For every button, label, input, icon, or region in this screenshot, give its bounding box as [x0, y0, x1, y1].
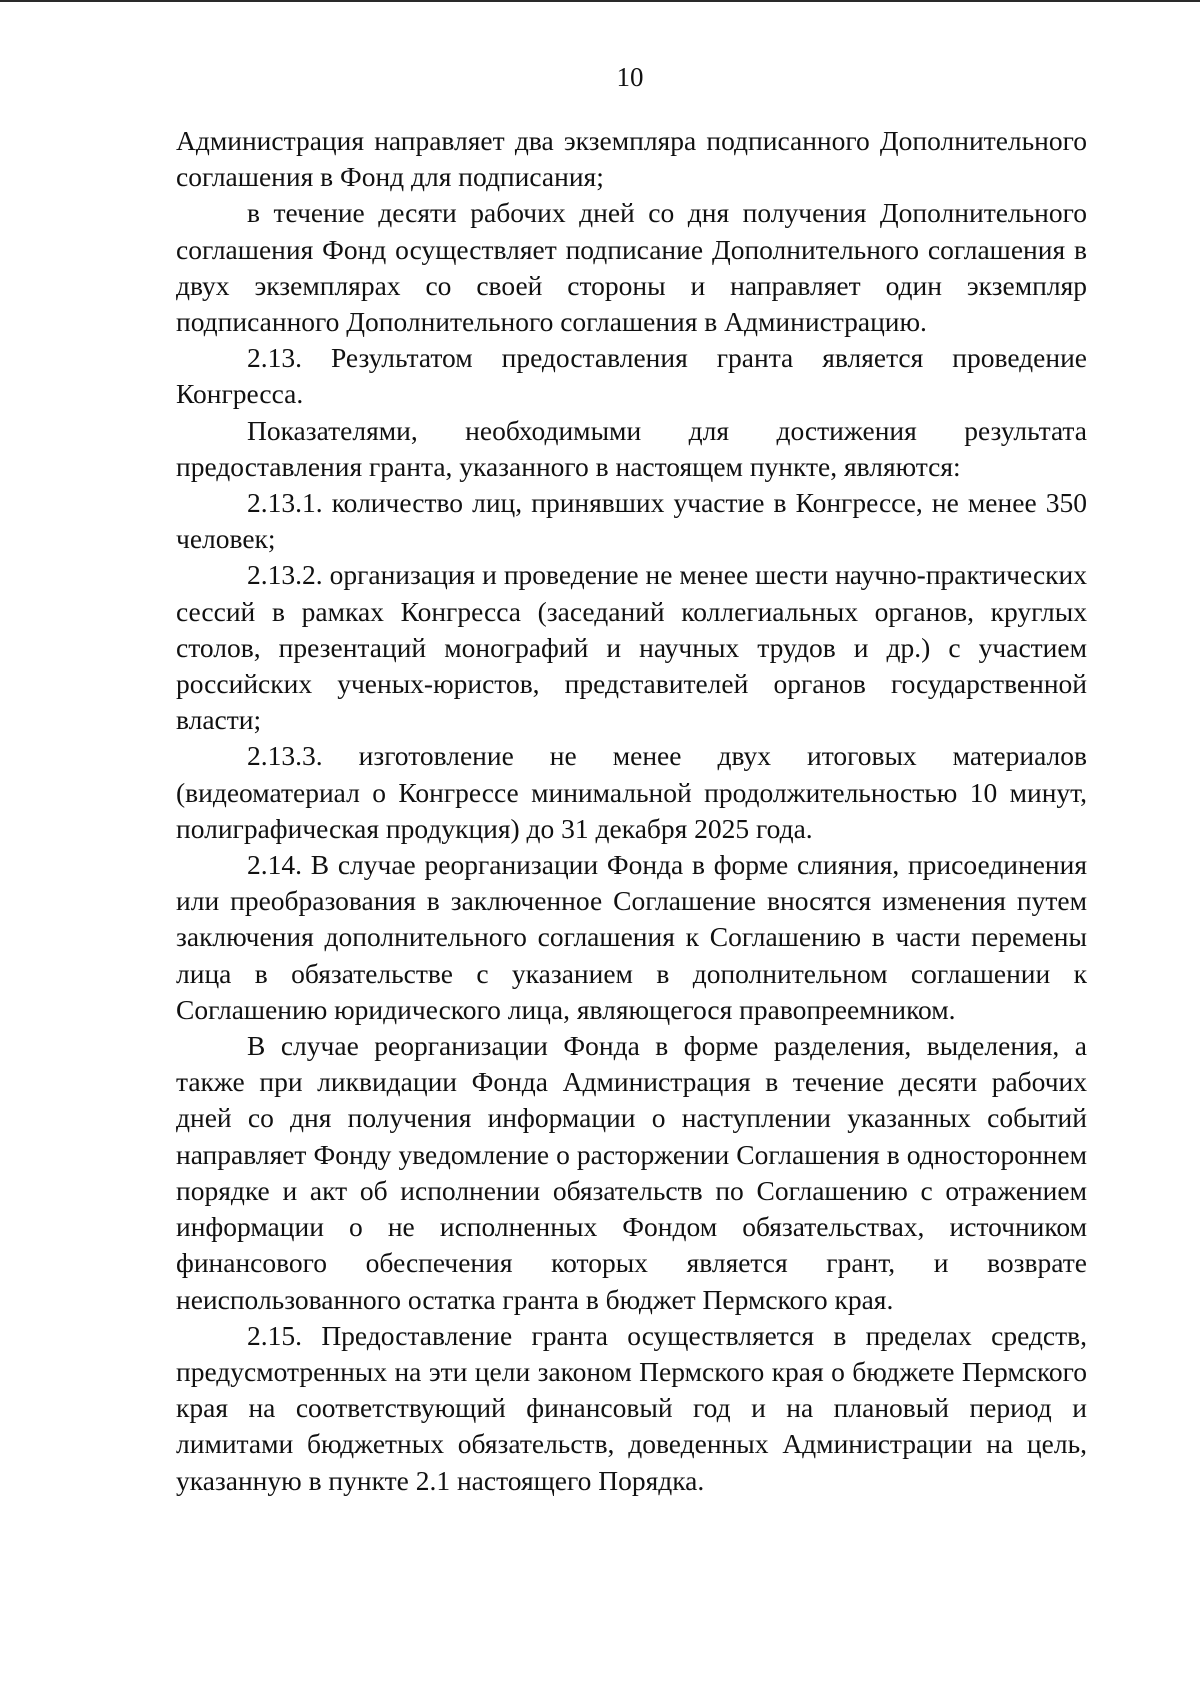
- paragraph-reorganization: В случае реорганизации Фонда в форме разделения, выделения, а также при ликвидации Фонда Администрация в течение десяти рабочих дней со дня получения информации о наступлении указанных событий направляет Фонду уведомление о расторжении Соглашения в одностороннем порядке и акт об исполнении обязательств по Соглашению с отражением информации о не исполненных Фондом обязательствах, источником финансового обеспечения которых является грант, и возврате неиспользованного остатка гранта в бюджет Пермского края.: [176, 1030, 1087, 1315]
- paragraph-2-13: 2.13. Результатом предоставления гранта является проведение Конгресса.: [176, 342, 1087, 410]
- page-number: 10: [616, 62, 644, 92]
- paragraph-fund-signs: в течение десяти рабочих дней со дня получения Дополнительного соглашения Фонд осуществляет подписание Дополнительного соглашения в двух экземплярах со своей стороны и направляет один экземпляр подписанного Дополнительного соглашения в Администрацию.: [176, 197, 1087, 338]
- paragraph-2-15: 2.15. Предоставление гранта осуществляется в пределах средств, предусмотренных на эти цели законом Пермского края о бюджете Пермского края на соответствующий финансовый год и на плановый период и лимитами бюджетных обязательств, доведенных Администрации на цель, указанную в пункте 2.1 настоящего Порядка.: [176, 1319, 1087, 1496]
- paragraph-indicators: Показателями, необходимыми для достижения результата предоставления гранта, указанного в настоящем пункте, являются:: [176, 414, 1087, 482]
- paragraph-2-14: 2.14. В случае реорганизации Фонда в форме слияния, присоединения или преобразования в заключенное Соглашение вносятся изменения путем заключения дополнительного соглашения к Соглашению в части перемены лица в обязательстве с указанием в дополнительном соглашении к Соглашению юридического лица, являющегося правопреемником.: [176, 849, 1087, 1025]
- paragraph-2-13-1: 2.13.1. количество лиц, принявших участие в Конгрессе, не менее 350 человек;: [176, 487, 1087, 555]
- paragraph-2-13-3: 2.13.3. изготовление не менее двух итоговых материалов (видеоматериал о Конгрессе минимальной продолжительностью 10 минут, полиграфическая продукция) до 31 декабря 2025 года.: [176, 740, 1087, 844]
- document-body: [176, 123, 1087, 1499]
- paragraph-2-13-2: 2.13.2. организация и проведение не менее шести научно-практических сессий в рамках Конгресса (заседаний коллегиальных органов, круглых столов, презентаций монографий и научных трудов и др.) с участием российских ученых-юристов, представителей органов государственной власти;: [176, 559, 1087, 736]
- paragraph-administration-sends: Администрация направляет два экземпляра подписанного Дополнительного соглашения в Фонд для подписания;: [176, 125, 1087, 193]
